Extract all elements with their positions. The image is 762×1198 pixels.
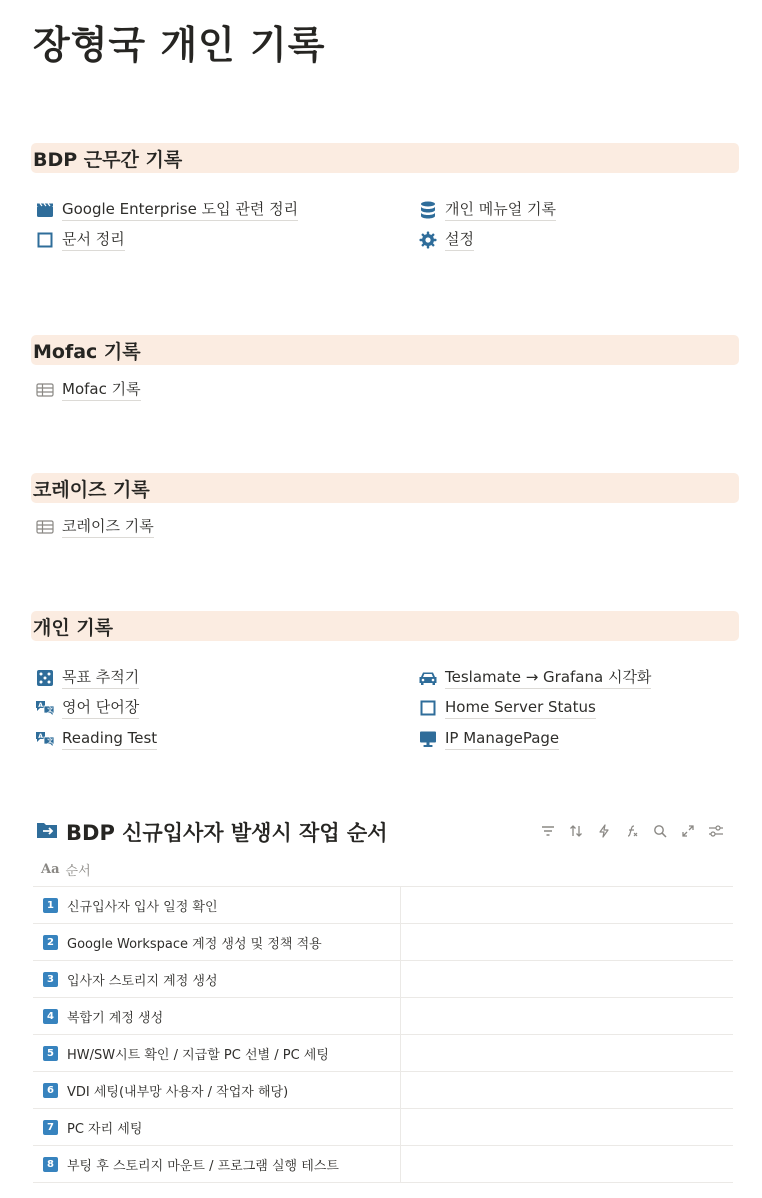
- svg-text:文: 文: [47, 707, 54, 714]
- link-ip-managepage[interactable]: [418, 727, 559, 751]
- database-title-text: BDP 신규입사자 발생시 작업 순서: [66, 821, 388, 845]
- link-document-organize[interactable]: [35, 228, 125, 252]
- link-mofac-records[interactable]: [35, 378, 141, 402]
- table-row[interactable]: [33, 961, 733, 998]
- section-heading-personal: 개인 기록: [33, 617, 114, 639]
- link-label: IP ManagePage: [445, 729, 559, 750]
- callout-bdp: [31, 143, 739, 173]
- link-goal-tracker[interactable]: [35, 666, 139, 690]
- number-badge: 8: [43, 1157, 58, 1172]
- column-divider: [400, 1072, 401, 1108]
- link-google-enterprise[interactable]: [35, 198, 298, 222]
- sort-icon[interactable]: [562, 821, 590, 841]
- column-header[interactable]: [41, 860, 91, 879]
- row-label: VDI 세팅(내부망 사용자 / 작업자 해당): [67, 1084, 289, 1100]
- gear-icon: [418, 230, 438, 250]
- link-label: Home Server Status: [445, 698, 596, 719]
- link-label: Google Enterprise 도입 관련 정리: [62, 200, 298, 221]
- database-table: [33, 886, 733, 1183]
- link-teslamate-grafana[interactable]: [418, 666, 651, 690]
- row-label: PC 자리 세팅: [67, 1121, 143, 1137]
- row-label: HW/SW시트 확인 / 지급할 PC 선별 / PC 세팅: [67, 1047, 329, 1063]
- link-label: 영어 단어장: [62, 698, 139, 719]
- row-label: 복합기 계정 생성: [67, 1010, 164, 1026]
- clapperboard-icon: [35, 200, 55, 220]
- column-divider: [400, 924, 401, 960]
- table-row[interactable]: [33, 998, 733, 1035]
- car-icon: [418, 668, 438, 688]
- section-heading-kreiz: 코레이즈 기록: [33, 479, 150, 501]
- number-badge: 2: [43, 935, 58, 950]
- expand-icon[interactable]: [674, 821, 702, 841]
- database-icon: [418, 200, 438, 220]
- database-title[interactable]: [36, 817, 388, 847]
- dice-icon: [35, 668, 55, 688]
- callout-kreiz: [31, 473, 739, 503]
- table-row[interactable]: [33, 887, 733, 924]
- folder-arrow-icon: [36, 820, 60, 844]
- translate-icon: [35, 698, 55, 718]
- section-heading-mofac: Mofac 기록: [33, 341, 141, 363]
- row-label: 부팅 후 스토리지 마운트 / 프로그램 실행 테스트: [67, 1158, 339, 1174]
- column-divider: [400, 1109, 401, 1145]
- link-kreiz-records[interactable]: [35, 515, 154, 539]
- column-header-label: 순서: [65, 864, 91, 879]
- link-reading-test[interactable]: [35, 727, 157, 751]
- link-label: 문서 정리: [62, 230, 125, 251]
- column-divider: [400, 1035, 401, 1071]
- link-settings[interactable]: [418, 228, 474, 252]
- link-label: Teslamate → Grafana 시각화: [445, 668, 651, 689]
- column-divider: [400, 961, 401, 997]
- column-divider: [400, 1146, 401, 1182]
- column-divider: [400, 887, 401, 923]
- search-icon[interactable]: [646, 821, 674, 841]
- page-title: 장형국 개인 기록: [33, 23, 326, 67]
- link-label: 개인 메뉴얼 기록: [445, 200, 556, 221]
- number-badge: 7: [43, 1120, 58, 1135]
- table-row[interactable]: [33, 924, 733, 961]
- row-label: 입사자 스토리지 계정 생성: [67, 973, 218, 989]
- link-english-vocab[interactable]: [35, 696, 139, 720]
- svg-text:文: 文: [47, 738, 54, 745]
- number-badge: 5: [43, 1046, 58, 1061]
- number-badge: 6: [43, 1083, 58, 1098]
- link-label: 목표 추적기: [62, 668, 139, 689]
- database-toolbar: [534, 821, 730, 841]
- svg-text:A: A: [38, 702, 43, 709]
- number-badge: 4: [43, 1009, 58, 1024]
- row-label: Google Workspace 계정 생성 및 정책 적용: [67, 936, 322, 952]
- table-row[interactable]: [33, 1146, 733, 1183]
- svg-text:A: A: [38, 733, 43, 740]
- column-divider: [400, 998, 401, 1034]
- section-heading-bdp: BDP 근무간 기록: [33, 149, 183, 171]
- table-row[interactable]: [33, 1035, 733, 1072]
- lightning-icon[interactable]: [590, 821, 618, 841]
- monitor-icon: [418, 729, 438, 749]
- title-property-icon: Aa: [41, 862, 60, 877]
- row-label: 신규입사자 입사 일정 확인: [67, 899, 218, 915]
- link-home-server-status[interactable]: [418, 696, 596, 720]
- link-personal-manual[interactable]: [418, 198, 556, 222]
- table-row[interactable]: [33, 1072, 733, 1109]
- square-outline-icon: [35, 230, 55, 250]
- callout-mofac: [31, 335, 739, 365]
- settings-sliders-icon[interactable]: [702, 821, 730, 841]
- link-label: Mofac 기록: [62, 380, 141, 401]
- link-label: 설정: [445, 230, 474, 251]
- link-label: 코레이즈 기록: [62, 517, 154, 538]
- table-icon: [35, 517, 55, 537]
- filter-icon[interactable]: [534, 821, 562, 841]
- translate-icon: [35, 729, 55, 749]
- table-icon: [35, 380, 55, 400]
- link-label: Reading Test: [62, 729, 157, 750]
- formula-icon[interactable]: [618, 821, 646, 841]
- number-badge: 1: [43, 898, 58, 913]
- table-row[interactable]: [33, 1109, 733, 1146]
- callout-personal: [31, 611, 739, 641]
- number-badge: 3: [43, 972, 58, 987]
- square-outline-icon: [418, 698, 438, 718]
